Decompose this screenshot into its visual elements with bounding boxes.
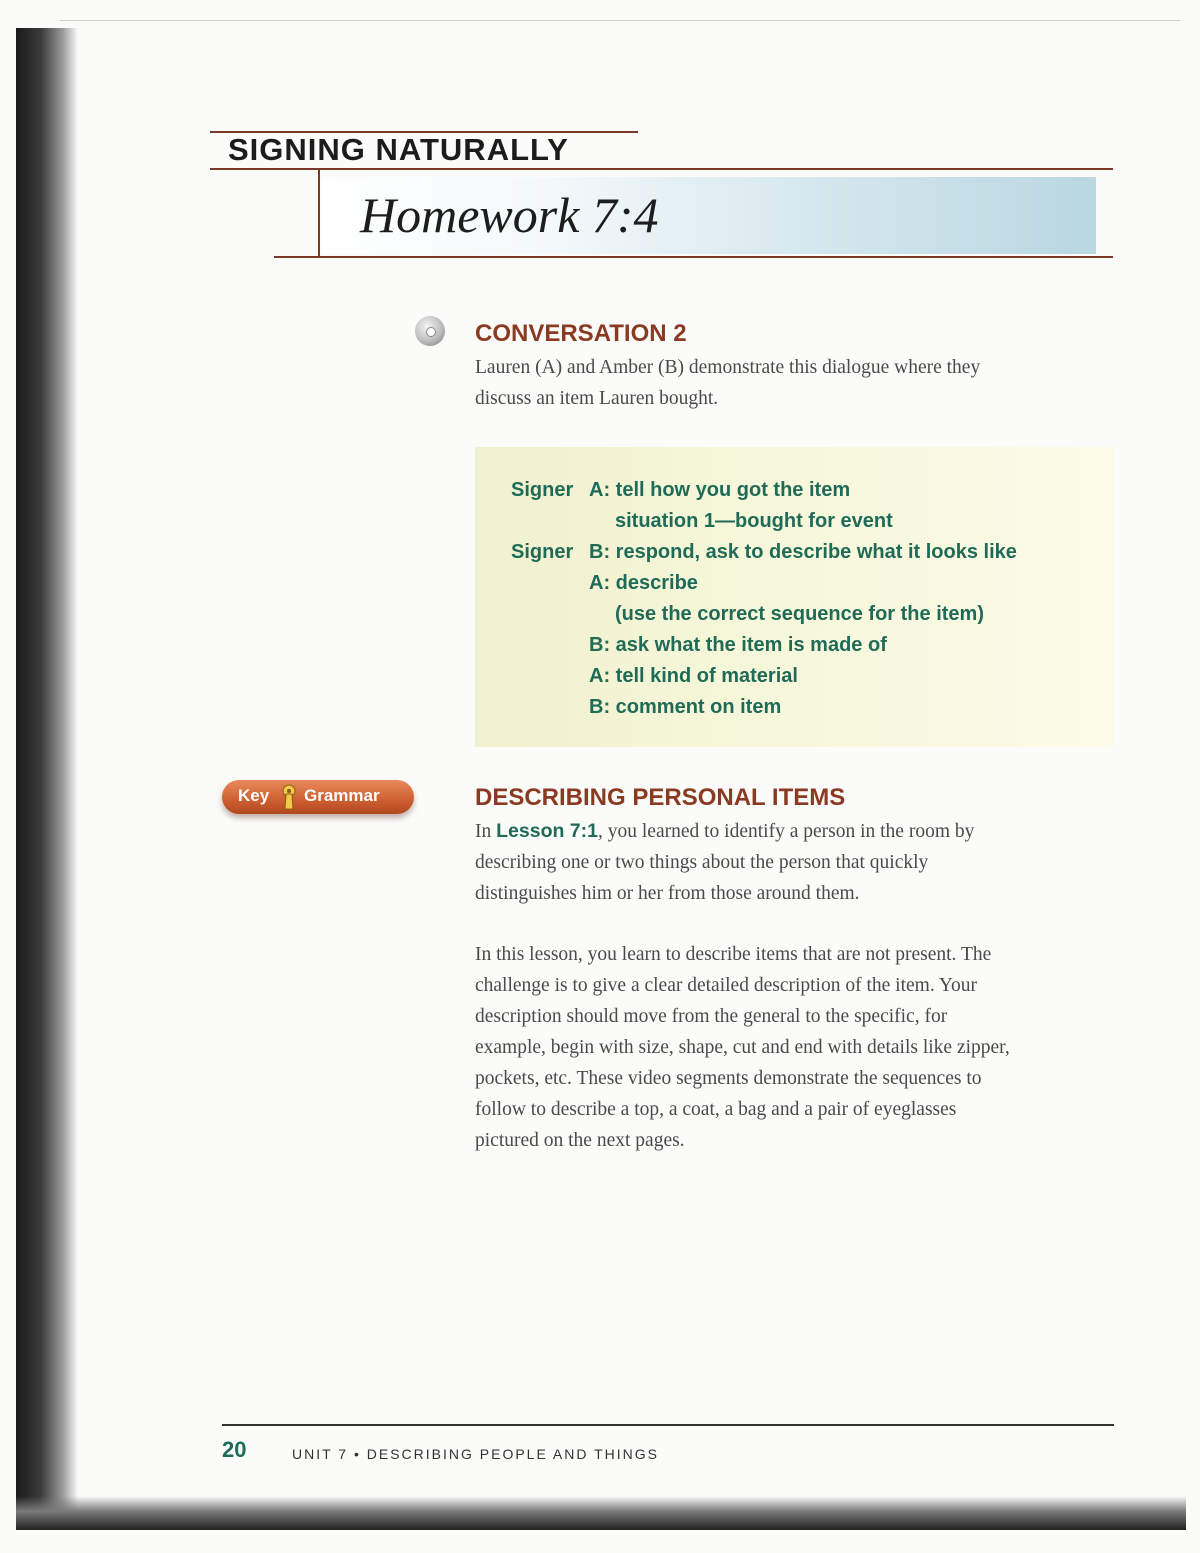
describing-p1-line2: describing one or two things about the person that quickly xyxy=(475,852,929,873)
binding-shadow xyxy=(16,28,78,1528)
conversation-intro-line1: Lauren (A) and Amber (B) demonstrate this dialogue where they xyxy=(475,357,981,378)
brand-name: SIGNING NATURALLY xyxy=(228,132,569,167)
dialogue-line: A: tell kind of material xyxy=(589,665,798,687)
dialogue-line: B: ask what the item is made of xyxy=(589,634,887,656)
describing-p2-line: In this lesson, you learn to describe items that are not present. The xyxy=(475,944,992,965)
describing-p1-line1 xyxy=(475,816,974,847)
p1-rest: , you learned to identify a person in the room by xyxy=(598,821,975,842)
describing-p1-line3: distinguishes him or her from those around them. xyxy=(475,883,860,904)
signer-a-label: Signer xyxy=(511,479,574,501)
describing-p2-line: pictured on the next pages. xyxy=(475,1130,685,1151)
conversation-heading: CONVERSATION 2 xyxy=(475,320,687,347)
scan-edge-shadow xyxy=(16,1496,1186,1530)
describing-p2-line: description should move from the general to the specific, for xyxy=(475,1006,948,1027)
describing-p2-line: example, begin with size, shape, cut and end with details like zipper, xyxy=(475,1037,1010,1058)
key-grammar-right: Grammar xyxy=(304,786,380,805)
key-grammar-badge xyxy=(222,780,414,814)
describing-heading: DESCRIBING PERSONAL ITEMS xyxy=(475,784,846,811)
scan-edge-top xyxy=(60,20,1180,21)
footer-rule xyxy=(222,1424,1114,1426)
dialogue-line: A: tell how you got the item xyxy=(589,479,851,501)
page-title: Homework 7:4 xyxy=(360,187,659,243)
dialogue-line: (use the correct sequence for the item) xyxy=(615,603,984,625)
describing-p2-line: pockets, etc. These video segments demonstrate the sequences to xyxy=(475,1068,982,1089)
p1-prefix: In xyxy=(475,821,497,842)
describing-p2-line: follow to describe a top, a coat, a bag and a pair of eyeglasses xyxy=(475,1099,957,1120)
footer-unit-title: UNIT 7 • DESCRIBING PEOPLE AND THINGS xyxy=(292,1446,660,1462)
title-divider xyxy=(318,168,320,258)
dialogue-line: situation 1—bought for event xyxy=(615,510,893,532)
page-number: 20 xyxy=(222,1437,247,1462)
describing-p2-line: challenge is to give a clear detailed description of the item. Your xyxy=(475,975,977,996)
lesson-reference: Lesson 7:1 xyxy=(496,820,598,842)
signer-b-label: Signer xyxy=(511,541,574,563)
key-grammar-left: Key xyxy=(238,786,270,805)
header-rule-top xyxy=(210,168,1113,170)
cd-icon xyxy=(415,316,445,346)
conversation-intro-line2: discuss an item Lauren bought. xyxy=(475,388,719,409)
dialogue-line: B: comment on item xyxy=(589,696,782,718)
keyhole-icon xyxy=(282,784,296,810)
header-rule-bottom xyxy=(274,256,1113,258)
dialogue-line: A: describe xyxy=(589,572,698,594)
dialogue-line: B: respond, ask to describe what it looks like xyxy=(589,541,1017,563)
